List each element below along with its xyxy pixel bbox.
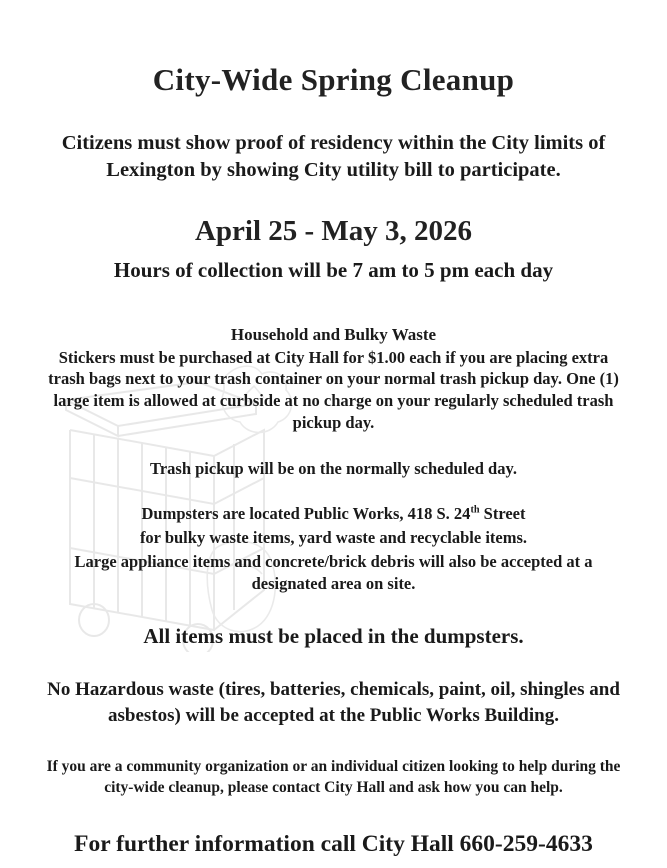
volunteer-notice: If you are a community organization or an individual citizen looking to help during the city-wide cleanup, please contact City Hall and ask how you can help. bbox=[46, 757, 621, 796]
appliance-note: Large appliance items and concrete/brick debris will also be accepted at a designated area on site. bbox=[74, 551, 593, 593]
page-title: City-Wide Spring Cleanup bbox=[152, 62, 515, 97]
dumpster-rule: All items must be placed in the dumpsters. bbox=[143, 624, 524, 649]
residency-notice: Citizens must show proof of residency within the City limits of Lexington by showing City utility bill to participate. bbox=[61, 132, 606, 182]
dumpster-location-line bbox=[28, 503, 639, 525]
trash-pickup-note: Trash pickup will be on the normally scheduled day. bbox=[150, 458, 517, 478]
event-dates: April 25 - May 3, 2026 bbox=[194, 214, 473, 247]
dumpster-items-line: for bulky waste items, yard waste and recyclable items. bbox=[139, 528, 528, 548]
stickers-paragraph: Stickers must be purchased at City Hall for $1.00 each if you are placing extra trash bags next to your trash container on your normal trash pickup day. One (1) large item is allowed at curbside at no charge on your regularly scheduled trash pickup day. bbox=[48, 347, 619, 432]
collection-hours: Hours of collection will be 7 am to 5 pm each day bbox=[113, 257, 554, 282]
dumpster-location-suffix: Street bbox=[479, 504, 526, 524]
footer-contact: For further information call City Hall 660-259-4633 bbox=[74, 830, 593, 857]
section-heading-household-bulky-waste: Household and Bulky Waste bbox=[230, 324, 437, 344]
dumpster-location-ordinal: th bbox=[470, 504, 480, 516]
hazardous-waste-notice: No Hazardous waste (tires, batteries, chemicals, paint, oil, shingles and asbestos) will be accepted at the Public Works Building. bbox=[47, 679, 620, 727]
flyer-page bbox=[0, 62, 667, 868]
flyer-content bbox=[28, 62, 639, 858]
dumpster-location-prefix: Dumpsters are located Public Works, 418 S. 24 bbox=[141, 504, 471, 524]
